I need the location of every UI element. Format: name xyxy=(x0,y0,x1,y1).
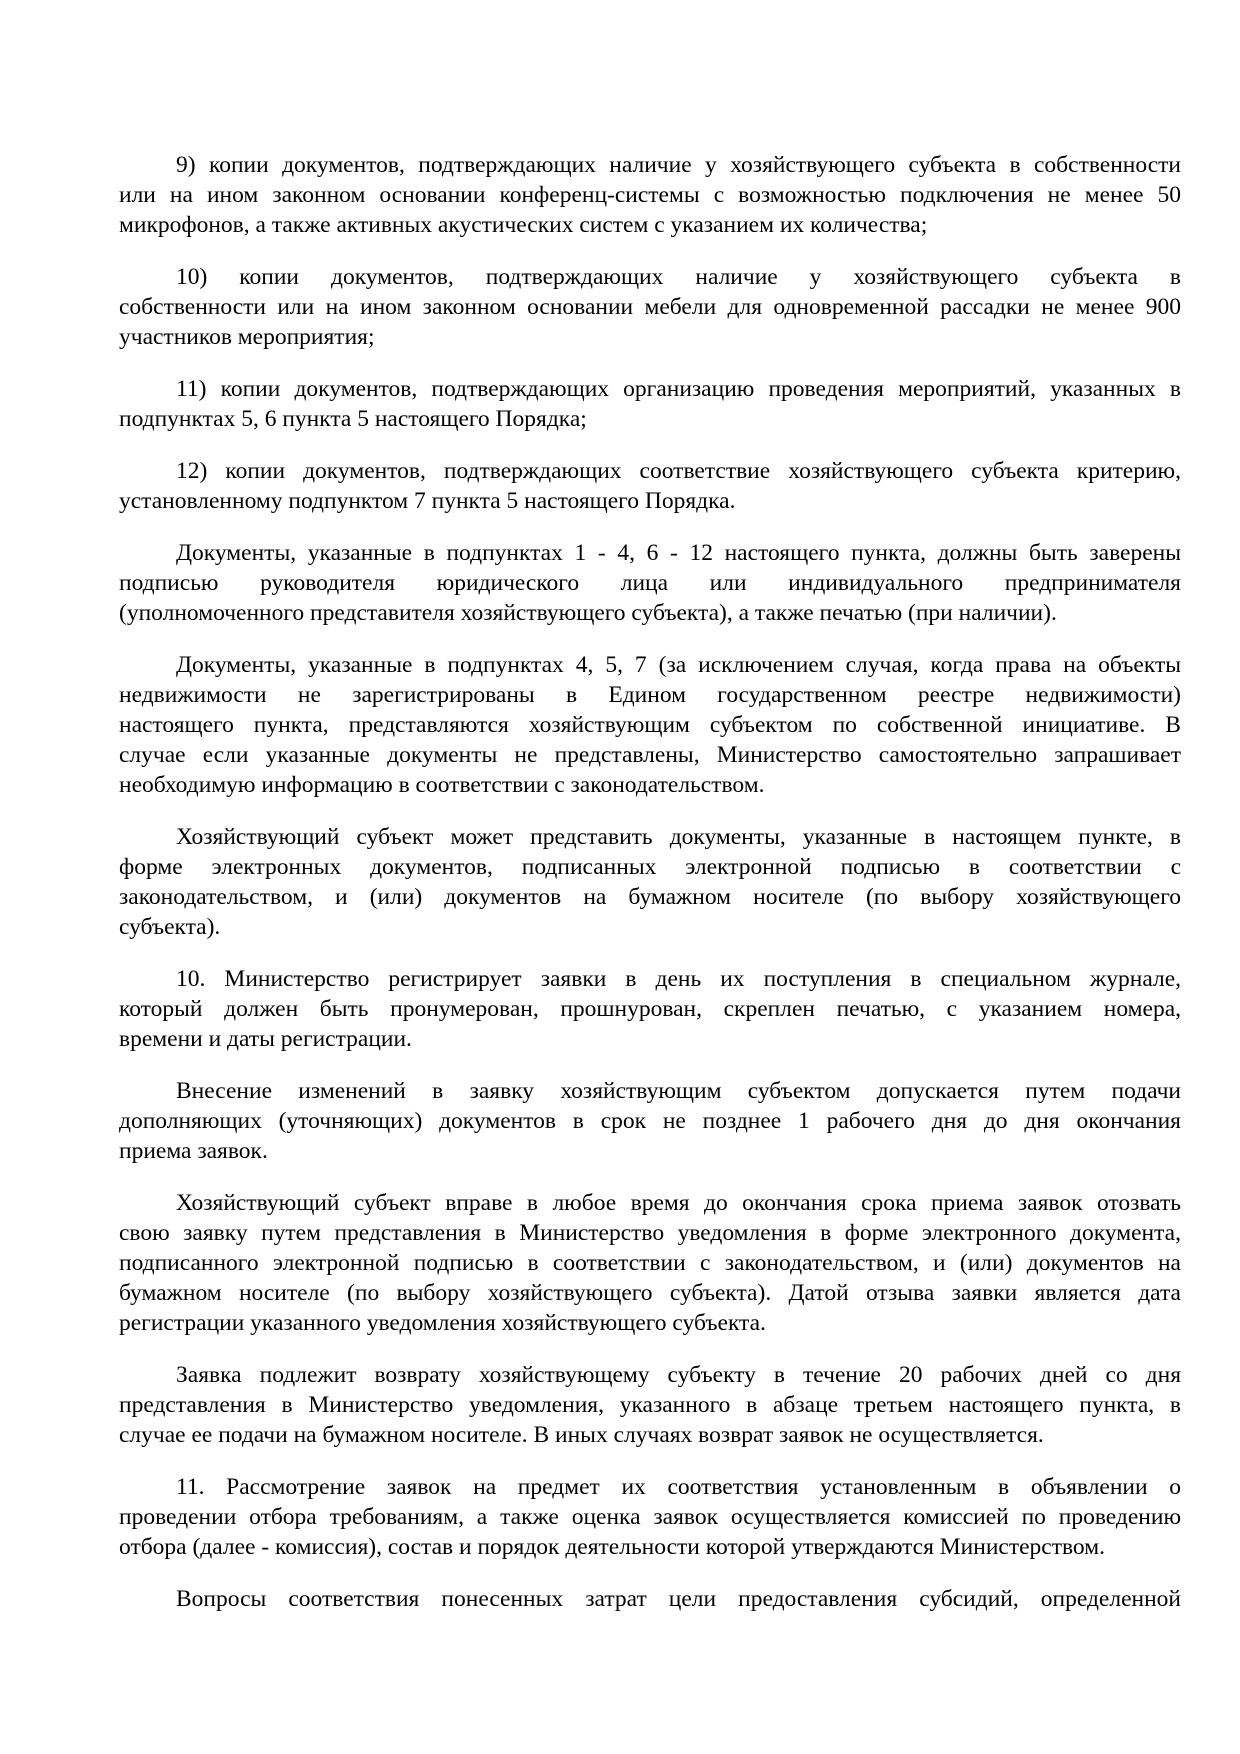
document-page xyxy=(119,150,1181,1636)
text-line: представления в Министерство уведомления, указанного в абзаце третьем настоящего пункта, в xyxy=(119,1392,1181,1418)
paragraph xyxy=(119,1472,1181,1562)
text-line: 11) копии документов, подтверждающих организацию проведения мероприятий, указанных в xyxy=(176,376,1181,402)
paragraph xyxy=(119,374,1181,434)
paragraph xyxy=(119,456,1181,516)
paragraph xyxy=(119,650,1181,800)
text-line: 9) копии документов, подтверждающих наличие у хозяйствующего субъекта в собственности xyxy=(176,152,1181,178)
text-line: Вопросы соответствия понесенных затрат цели предоставления субсидий, определенной xyxy=(176,1586,1181,1612)
text-line: приема заявок. xyxy=(119,1138,268,1164)
text-line: Заявка подлежит возврату хозяйствующему субъекту в течение 20 рабочих дней со дня xyxy=(176,1362,1181,1388)
text-line: времени и даты регистрации. xyxy=(119,1026,412,1052)
text-line: который должен быть пронумерован, прошнурован, скреплен печатью, с указанием номера, xyxy=(119,996,1181,1022)
text-line: законодательством, и (или) документов на бумажном носителе (по выбору хозяйствующего xyxy=(119,884,1181,910)
text-line: необходимую информацию в соответствии с законодательством. xyxy=(119,772,765,798)
text-line: участников мероприятия; xyxy=(119,324,375,350)
text-line: Хозяйствующий субъект может представить документы, указанные в настоящем пункте, в xyxy=(176,824,1181,850)
text-line: микрофонов, а также активных акустических систем с указанием их количества; xyxy=(119,212,928,238)
text-line: установленному подпунктом 7 пункта 5 настоящего Порядка. xyxy=(119,488,736,514)
text-line: форме электронных документов, подписанных электронной подписью в соответствии с xyxy=(119,854,1181,880)
text-line: 11. Рассмотрение заявок на предмет их соответствия установленным в объявлении о xyxy=(176,1474,1181,1500)
paragraph xyxy=(119,262,1181,352)
text-line: дополняющих (уточняющих) документов в срок не позднее 1 рабочего дня до дня окончания xyxy=(119,1108,1181,1134)
paragraph xyxy=(119,822,1181,942)
text-line: подписанного электронной подписью в соответствии с законодательством, и (или) документов на xyxy=(119,1250,1181,1276)
paragraph xyxy=(119,150,1181,240)
text-line: субъекта). xyxy=(119,914,221,940)
text-line: бумажном носителе (по выбору хозяйствующего субъекта). Датой отзыва заявки является дата xyxy=(119,1280,1181,1306)
text-line: Хозяйствующий субъект вправе в любое время до окончания срока приема заявок отозвать xyxy=(176,1190,1181,1216)
text-line: подписью руководителя юридического лица или индивидуального предпринимателя xyxy=(119,570,1181,596)
text-line: недвижимости не зарегистрированы в Едином государственном реестре недвижимости) xyxy=(119,682,1181,708)
paragraph xyxy=(119,1584,1181,1614)
text-line: 10) копии документов, подтверждающих наличие у хозяйствующего субъекта в xyxy=(176,264,1181,290)
text-line: отбора (далее - комиссия), состав и порядок деятельности которой утверждаются Министерством. xyxy=(119,1534,1105,1560)
text-line: 12) копии документов, подтверждающих соответствие хозяйствующего субъекта критерию, xyxy=(176,458,1181,484)
text-line: подпунктах 5, 6 пункта 5 настоящего Порядка; xyxy=(119,406,587,432)
text-line: свою заявку путем представления в Министерство уведомления в форме электронного документа, xyxy=(119,1220,1181,1246)
paragraph xyxy=(119,1360,1181,1450)
text-line: собственности или на ином законном основании мебели для одновременной рассадки не менее 900 xyxy=(119,294,1181,320)
text-line: проведении отбора требованиям, а также оценка заявок осуществляется комиссией по проведению xyxy=(119,1504,1181,1530)
text-line: случае если указанные документы не представлены, Министерство самостоятельно запрашивает xyxy=(119,742,1181,768)
text-line: (уполномоченного представителя хозяйствующего субъекта), а также печатью (при наличии). xyxy=(119,600,1057,626)
text-line: Внесение изменений в заявку хозяйствующим субъектом допускается путем подачи xyxy=(176,1078,1181,1104)
paragraph xyxy=(119,1076,1181,1166)
text-line: регистрации указанного уведомления хозяйствующего субъекта. xyxy=(119,1310,766,1336)
text-line: Документы, указанные в подпунктах 4, 5, 7 (за исключением случая, когда права на объекты xyxy=(176,652,1181,678)
text-line: случае ее подачи на бумажном носителе. В иных случаях возврат заявок не осуществляется. xyxy=(119,1422,1044,1448)
text-line: или на ином законном основании конференц-системы с возможностью подключения не менее 50 xyxy=(119,182,1181,208)
paragraph xyxy=(119,964,1181,1054)
paragraph xyxy=(119,538,1181,628)
paragraph xyxy=(119,1188,1181,1338)
text-line: Документы, указанные в подпунктах 1 - 4, 6 - 12 настоящего пункта, должны быть заверены xyxy=(176,540,1181,566)
text-line: настоящего пункта, представляются хозяйствующим субъектом по собственной инициативе. В xyxy=(119,712,1181,738)
text-line: 10. Министерство регистрирует заявки в день их поступления в специальном журнале, xyxy=(176,966,1181,992)
